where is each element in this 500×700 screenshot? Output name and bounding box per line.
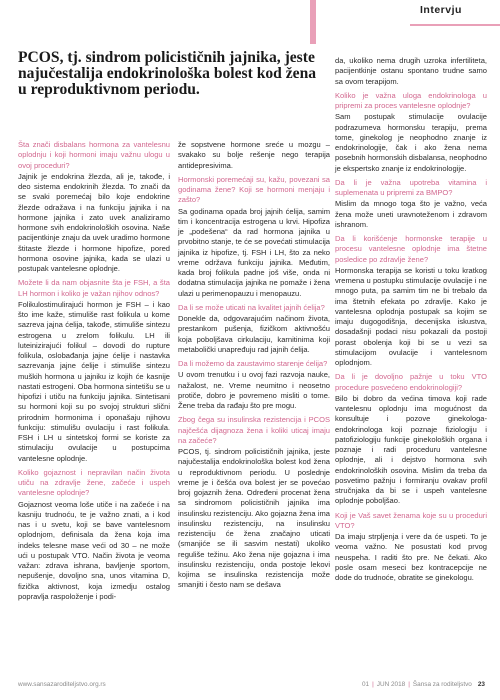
question-heading: Da li možemo da zaustavimo starenje ćelija? bbox=[178, 359, 328, 368]
article-column-2 bbox=[178, 140, 330, 595]
top-accent-rule bbox=[310, 0, 316, 44]
question-heading: Možete li da nam objasnite šta je FSH, a šta LH hormon i koliko je važan njihov odnos? bbox=[18, 278, 170, 298]
article-headline: PCOS, tj. sindrom policističnih jajnika, jeste najučestalija endokrinološka bolest kod žena u reproduktivnom periodu. bbox=[18, 49, 317, 98]
answer-paragraph: Mislim da mnogo toga što je važno, veća žena može uneti uravnoteženom i zdravom ishranom. bbox=[335, 199, 487, 229]
answer-paragraph: Folikulostimulirajući hormon je FSH – i kao što ime kaže, stimuliše rast folikula u kome sazreva jajna ćelija, takođe, stimuliše sintezu estrogena u zrelom folikulu. LH ili luteinizirajući folikul – dovodi do rupture folikula, oslobađanja jajne ćelije i nastavka sazrevanja jajne ćelije i stimuliše sintezu muških hormona u jajniku iz kojih će kasnije nastati estrogeni. Oba hormona sintetišu se u hipofizi i utiču na funkciju jajnika. Sintetisani su hormoni koji su po svojoj strukturi slični prirodnim hormonima i oponašaju njihovu funkciju: stimulišu ovulaciju i rast folikula. FSH i LH u sintetskoj formi se koriste za stimulaciju ovulacije u postupcima vantelesne oplodnje. bbox=[18, 299, 170, 463]
question-heading: Koji je Vaš savet ženama koje su u proceduri VTO? bbox=[335, 510, 487, 530]
question-heading: Hormonski poremećaji su, kažu, povezani sa godinama žene? Koji se hormoni menjaju i zašto? bbox=[178, 174, 330, 205]
answer-paragraph: Sam postupak stimulacije ovulacije podrazumeva hormonsku terapiju, prema tome, ginekolog je neophodno znanje iz endokrinologije, čak i ako žena nema posebnih hormonskih disbalansa, neophodno je ekspertsko znanje iz endokrinologije. bbox=[335, 112, 487, 173]
question-heading: Da li je važna upotreba vitamina i suplemenata u pripremi za BMPO? bbox=[335, 177, 487, 197]
question-heading: Koliko je važna uloga endokrinologa u pripremi za proces vantelesne oplodnje? bbox=[335, 90, 487, 110]
answer-paragraph: U ovom trenutku i u ovoj fazi razvoja nauke, nažalost, ne. Vreme neumitno i neosetno protiče, dobro je povremeno misliti o tome. Žene treba da rađaju što pre mogu. bbox=[178, 370, 330, 410]
answer-paragraph: PCOS, tj. sindrom policističnih jajnika, jeste najučestalija endokrinološka bolest kod žena u reproduktivnom periodu. U poslednje vreme je i češća ova bolest jer se povećao broj gojaznih žena. Određeni procenat žena sa sindromom policističnih jajnika ima insulinsku rezistenciju. Ako gojazna žena ima insulinsku rezistenciju, na insulinsku rezistenciju će žena značajno uticati (smanjiće se ili sasvim nestati) ukoliko reguliše težinu. Ako žena nije gojazna i ima insulinsku rezistenciju, onda postoje lekovi kojima se insulinska rezistencija može smanjiti i često nam se dešava bbox=[178, 447, 330, 590]
footer-info bbox=[362, 681, 485, 688]
question-heading: Da li korišćenje hormonske terapije u procesu vantelesne oplodnje ima štetne posledice po zdravlje žene? bbox=[335, 234, 487, 264]
answer-paragraph: Donekle da, odgovarajućim načinom života, prestankom pušenja, fizičkom aktivnošću koja poboljšava cirkulaciju, karnitinima koji metabolički unapređuju rad jajnih ćelija. bbox=[178, 314, 330, 354]
question-heading: Koliko gojaznost i nepravilan način života utiču na zdravlje žene, začeće i uspeh vantelesne oplodnje? bbox=[18, 467, 170, 498]
answer-paragraph: Sa godinama opada broj jajnih ćelija, samim tim i koncentracija estrogena u krvi. Hipofiza je „podešena“ da rad hormona jajnika u prvobitno stanje, te će se povećati stimulacija jajnika iz hipofize, tj. FSH i LH, što za neko vreme održava funkciju jajnika. Međutim, kada broj folikula padne još više, onda ni dodatna stimulacija jajnika ne pomaže i žena ulazi u perimenopauzu i menopauzu. bbox=[178, 206, 330, 298]
footer-separator: | bbox=[408, 681, 410, 688]
answer-paragraph: Hormonska terapija se koristi u toku kratkog vremena u postupku stimulacije ovulacije i ne mnogo puta, pa samim tim ne bi trebalo da ima štetnih efekata po zdravlje. Kako je vantelesna oplodnja postupak sa kojim se imaju dugogodišnja, decenijska iskustva, dosadašnji podaci nisu pokazali da postoji porast obolenja koji bi se u vezi sa stimulacijom ovulacije i vantelesnom oplodnjom. bbox=[335, 265, 487, 367]
question-heading: Šta znači disbalans hormona za vantelesnu oplodnju i koji hormoni imaju važnu ulogu u ovoj proceduri? bbox=[18, 140, 170, 170]
answer-paragraph: Da imaju strpljenja i vere da će uspeti. To je veoma važno. Ne posustati kod prvog neuspeha. I raditi što pre. Ne čekati. Ako posle osam meseci bez kontracepcije ne dode do trudnoće, obratite se ginekologu. bbox=[335, 532, 487, 582]
answer-paragraph: da, ukoliko nema drugih uzroka infertiliteta, pacijentkinje ostanu spontano trudne samo sa ovom terapijom. bbox=[335, 56, 487, 86]
answer-paragraph: Bilo bi dobro da većina timova koji rade vantelesnu oplodnju ima mogućnost da konsultuje i pozove ginekologa-endokrinologa koji poznaje fiziologiju i patofiziologiju funkcije ginekoloških organa i poznaje i radi proceduru vantelesne oplodnje, ali i dejstvo hormona svih endokrinoloških osovina. Mislim da treba da posvetimo pažnju i formiranju ovakav profil stručnjaka da bi se i uspeh vantelesne oplodnje poboljšao. bbox=[335, 393, 487, 506]
footer-publication: Šansa za roditeljstvo bbox=[412, 681, 472, 688]
question-heading: Zbog čega su insulinska rezistencija i PCOS najčešća dijagnoza žena i koliki uticaj imaju na začeće? bbox=[178, 415, 330, 445]
footer-date: JUN 2018 bbox=[376, 681, 406, 688]
answer-paragraph: Jajnik je endokrina žlezda, ali je, takođe, i deo sistema endokrinih žlezda. To znači da se svaki poremećaj bilo koje endokrine žlezde odražava i na funkciju jajnika i na hormone jajnika i zato uvek analiziramo hormone svih endokrinoloških osovina. Naše pacijentkinje znaju da uvek uradimo hormone štitaste žlezde i hormone hipofize, pored hormona osovine jajnika, kada se ulazi u postupak vantelesne oplodnje. bbox=[18, 171, 170, 273]
answer-paragraph: Gojaznost veoma loše utiče i na začeće i na kasniju trudnoću, te je važno znati, a i kod nas i u svetu, koji se bave vantelesnom oplodnjom, definisala da žena koja ima indeks telesne mase veći od 30 – ne može ući u postupak VTO. Način života je veoma važan: zdrava ishrana, bavljenje sportom, nepušenje, dovoljno sna, unos vitamina D, fizička aktivnost, koja izmedju ostalog popravlja raspoloženje i podi- bbox=[18, 499, 170, 601]
article-column-3 bbox=[335, 56, 487, 587]
footer-issue: 01 bbox=[362, 681, 370, 688]
question-heading: Da li se može uticati na kvalitet jajnih ćelija? bbox=[178, 302, 325, 312]
footer-separator: | bbox=[372, 681, 374, 688]
question-heading: Da li je dovoljno pažnje u toku VTO procedure posvećeno endokrinologiji? bbox=[335, 372, 487, 392]
page-number: 23 bbox=[477, 681, 485, 688]
answer-paragraph: že sopstvene hormone sreće u mozgu – svakako su bolje rešenje nego terapija antidepresivima. bbox=[178, 140, 330, 170]
article-column-1 bbox=[18, 140, 170, 606]
section-label: Intervju bbox=[420, 4, 462, 16]
section-underline bbox=[410, 24, 500, 26]
footer-url: www.sansazaroditeljstvo.org.rs bbox=[18, 681, 106, 688]
